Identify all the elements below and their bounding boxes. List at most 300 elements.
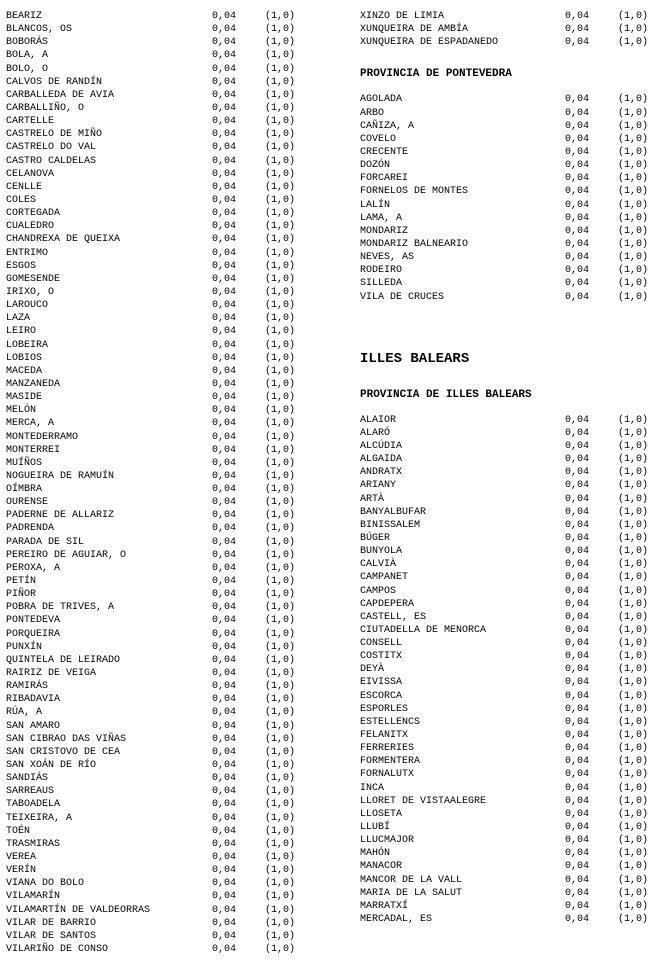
coefficient-value: (1,0) bbox=[618, 173, 649, 185]
municipality-row bbox=[6, 943, 306, 956]
municipality-name: RAIRIZ DE VEIGA bbox=[6, 668, 97, 680]
rate-value: 0,04 bbox=[212, 260, 237, 272]
municipality-row bbox=[360, 742, 667, 755]
municipality-name: FORNELOS DE MONTES bbox=[360, 186, 469, 198]
rate-value: 0,04 bbox=[212, 549, 237, 561]
municipality-row bbox=[360, 545, 667, 558]
municipality-name: MANCOR DE LA VALL bbox=[360, 874, 463, 886]
rate-value: 0,04 bbox=[565, 11, 590, 22]
coefficient-value: (1,0) bbox=[618, 278, 649, 290]
municipality-name: MONDARIZ bbox=[360, 225, 409, 237]
municipality-row bbox=[360, 291, 667, 304]
coefficient-value: (1,0) bbox=[265, 142, 296, 154]
municipality-row bbox=[6, 733, 306, 746]
rate-value: 0,04 bbox=[212, 694, 237, 706]
rate-value: 0,04 bbox=[565, 440, 590, 452]
municipality-row bbox=[360, 676, 667, 689]
municipality-name: TEIXEIRA, A bbox=[6, 812, 73, 824]
municipality-name: ALAIOR bbox=[360, 414, 397, 426]
municipality-name: MANACOR bbox=[360, 861, 403, 873]
coefficient-value: (1,0) bbox=[618, 690, 649, 702]
municipality-name: COLES bbox=[6, 194, 37, 206]
rate-value: 0,04 bbox=[565, 703, 590, 715]
coefficient-value: (1,0) bbox=[618, 212, 649, 224]
coefficient-value: (1,0) bbox=[265, 733, 296, 745]
rate-value: 0,04 bbox=[212, 352, 237, 364]
municipality-name: LLORET DE VISTAALEGRE bbox=[360, 795, 487, 807]
rate-value: 0,04 bbox=[565, 519, 590, 531]
municipality-name: MARIA DE LA SALUT bbox=[360, 887, 463, 899]
coefficient-value: (1,0) bbox=[618, 848, 649, 860]
coefficient-value: (1,0) bbox=[265, 273, 296, 285]
municipality-row bbox=[6, 404, 306, 417]
rate-value: 0,04 bbox=[565, 24, 590, 36]
rate-value: 0,04 bbox=[565, 532, 590, 544]
municipality-row bbox=[6, 23, 306, 36]
municipality-name: VILARIÑO DE CONSO bbox=[6, 943, 109, 955]
municipality-row bbox=[6, 36, 306, 49]
rate-value: 0,04 bbox=[565, 887, 590, 899]
municipality-row bbox=[6, 667, 306, 680]
municipality-name: CELANOVA bbox=[6, 168, 55, 180]
municipality-row bbox=[360, 663, 667, 676]
coefficient-value: (1,0) bbox=[265, 221, 296, 233]
municipality-row bbox=[6, 654, 306, 667]
coefficient-value: (1,0) bbox=[265, 930, 296, 942]
coefficient-value: (1,0) bbox=[618, 133, 649, 145]
coefficient-value: (1,0) bbox=[618, 677, 649, 689]
rate-value: 0,04 bbox=[565, 651, 590, 663]
municipality-name: SAN XOÁN DE RÍO bbox=[6, 760, 97, 772]
coefficient-value: (1,0) bbox=[265, 89, 296, 101]
municipality-row bbox=[360, 36, 667, 49]
municipality-row bbox=[6, 339, 306, 352]
rate-value: 0,04 bbox=[212, 773, 237, 785]
municipality-row bbox=[360, 120, 667, 133]
municipality-name: MONDARIZ BALNEARIO bbox=[360, 238, 469, 250]
municipality-row bbox=[360, 782, 667, 795]
coefficient-value: (1,0) bbox=[618, 454, 649, 466]
municipality-row bbox=[6, 930, 306, 943]
municipality-row bbox=[360, 414, 667, 427]
municipality-name: MASIDE bbox=[6, 392, 43, 404]
municipality-name: CUALEDRO bbox=[6, 221, 55, 233]
coefficient-value: (1,0) bbox=[265, 668, 296, 680]
municipality-name: LEIRO bbox=[6, 326, 37, 338]
municipality-name: PONTEDEVA bbox=[6, 615, 61, 627]
coefficient-value: (1,0) bbox=[618, 914, 649, 926]
rate-value: 0,04 bbox=[212, 326, 237, 338]
rate-value: 0,04 bbox=[565, 835, 590, 847]
municipality-row bbox=[6, 706, 306, 719]
rate-value: 0,04 bbox=[212, 286, 237, 298]
municipality-name: MONTEDERRAMO bbox=[6, 431, 79, 443]
municipality-row bbox=[360, 133, 667, 146]
municipality-name: VERÍN bbox=[6, 865, 37, 877]
municipality-row bbox=[6, 431, 306, 444]
coefficient-value: (1,0) bbox=[618, 291, 649, 303]
coefficient-value: (1,0) bbox=[618, 146, 649, 158]
municipality-name: COVELO bbox=[360, 133, 397, 145]
municipality-row bbox=[6, 115, 306, 128]
municipality-name: DOZÓN bbox=[360, 160, 391, 172]
municipality-row bbox=[6, 325, 306, 338]
municipality-name: LAMA, A bbox=[360, 212, 403, 224]
rate-value: 0,04 bbox=[212, 116, 237, 128]
municipality-name: PUNXÍN bbox=[6, 641, 43, 653]
rate-value: 0,04 bbox=[212, 76, 237, 88]
rate-value: 0,04 bbox=[565, 848, 590, 860]
municipality-name: ESGOS bbox=[6, 260, 37, 272]
coefficient-value: (1,0) bbox=[618, 651, 649, 663]
rate-value: 0,04 bbox=[565, 414, 590, 426]
coefficient-value: (1,0) bbox=[618, 624, 649, 636]
coefficient-value: (1,0) bbox=[618, 440, 649, 452]
municipality-row bbox=[360, 172, 667, 185]
municipality-row bbox=[360, 506, 667, 519]
coefficient-value: (1,0) bbox=[265, 194, 296, 206]
coefficient-value: (1,0) bbox=[265, 562, 296, 574]
municipality-name: MELÓN bbox=[6, 405, 37, 417]
rate-value: 0,04 bbox=[212, 37, 237, 49]
rate-value: 0,04 bbox=[212, 221, 237, 233]
municipality-name: CASTRELO DE MIÑO bbox=[6, 129, 103, 141]
municipality-row bbox=[6, 785, 306, 798]
rate-value: 0,04 bbox=[565, 782, 590, 794]
municipality-name: LLOSETA bbox=[360, 808, 403, 820]
municipality-row bbox=[360, 238, 667, 251]
coefficient-value: (1,0) bbox=[265, 24, 296, 36]
rate-value: 0,04 bbox=[212, 904, 237, 916]
rate-value: 0,04 bbox=[565, 795, 590, 807]
coefficient-value: (1,0) bbox=[265, 497, 296, 509]
municipality-row bbox=[360, 558, 667, 571]
coefficient-value: (1,0) bbox=[618, 506, 649, 518]
coefficient-value: (1,0) bbox=[265, 878, 296, 890]
coefficient-value: (1,0) bbox=[618, 861, 649, 873]
rate-value: 0,04 bbox=[212, 89, 237, 101]
municipality-name: ARTÀ bbox=[360, 493, 385, 505]
municipality-row bbox=[360, 212, 667, 225]
rate-value: 0,04 bbox=[212, 838, 237, 850]
rate-value: 0,04 bbox=[565, 874, 590, 886]
municipality-row bbox=[360, 795, 667, 808]
rate-value: 0,04 bbox=[212, 405, 237, 417]
municipality-name: CIUTADELLA DE MENORCA bbox=[360, 624, 487, 636]
municipality-row bbox=[360, 768, 667, 781]
municipality-row bbox=[6, 772, 306, 785]
coefficient-value: (1,0) bbox=[618, 598, 649, 610]
municipality-row bbox=[360, 913, 667, 926]
municipality-row bbox=[6, 798, 306, 811]
coefficient-value: (1,0) bbox=[618, 427, 649, 439]
coefficient-value: (1,0) bbox=[265, 352, 296, 364]
coefficient-value: (1,0) bbox=[265, 155, 296, 167]
rate-value: 0,04 bbox=[212, 799, 237, 811]
municipality-name: CAÑIZA, A bbox=[360, 120, 415, 132]
municipality-row bbox=[360, 887, 667, 900]
rate-value: 0,04 bbox=[212, 562, 237, 574]
rate-value: 0,04 bbox=[565, 638, 590, 650]
coefficient-value: (1,0) bbox=[265, 378, 296, 390]
rate-value: 0,04 bbox=[212, 470, 237, 482]
municipality-name: VEREA bbox=[6, 852, 37, 863]
municipality-name: POBRA DE TRIVES, A bbox=[6, 602, 115, 614]
coefficient-value: (1,0) bbox=[265, 681, 296, 693]
rate-value: 0,04 bbox=[212, 668, 237, 680]
municipality-name: ALGAIDA bbox=[360, 454, 403, 466]
rate-value: 0,04 bbox=[212, 181, 237, 193]
municipality-name: LLUCMAJOR bbox=[360, 835, 415, 847]
municipality-name: BÚGER bbox=[360, 532, 391, 544]
municipality-name: MAHÓN bbox=[360, 848, 391, 860]
municipality-row bbox=[6, 141, 306, 154]
coefficient-value: (1,0) bbox=[618, 611, 649, 623]
municipality-name: MONTERREI bbox=[6, 444, 61, 456]
municipality-name: ESPORLES bbox=[360, 703, 409, 715]
municipality-name: SANDIÁS bbox=[6, 773, 49, 785]
rate-value: 0,04 bbox=[565, 120, 590, 132]
municipality-row bbox=[360, 159, 667, 172]
municipality-name: INCA bbox=[360, 782, 385, 794]
municipality-row bbox=[6, 207, 306, 220]
municipality-name: NEVES, AS bbox=[360, 252, 415, 264]
rate-value: 0,04 bbox=[565, 861, 590, 873]
coefficient-value: (1,0) bbox=[265, 234, 296, 246]
rate-value: 0,04 bbox=[565, 252, 590, 264]
municipality-name: VILA DE CRUCES bbox=[360, 291, 445, 303]
municipality-name: LLUBÍ bbox=[360, 822, 391, 834]
rate-value: 0,04 bbox=[565, 493, 590, 505]
coefficient-value: (1,0) bbox=[265, 641, 296, 653]
coefficient-value: (1,0) bbox=[265, 37, 296, 49]
municipality-name: VILAMARTÍN DE VALDEORRAS bbox=[6, 904, 151, 916]
municipality-row bbox=[6, 457, 306, 470]
coefficient-value: (1,0) bbox=[265, 50, 296, 62]
municipality-row bbox=[360, 755, 667, 768]
municipality-row bbox=[360, 453, 667, 466]
municipality-name: MERCADAL, ES bbox=[360, 914, 433, 926]
municipality-row bbox=[360, 821, 667, 834]
municipality-name: NOGUEIRA DE RAMUÍN bbox=[6, 470, 115, 482]
municipality-row bbox=[360, 571, 667, 584]
coefficient-value: (1,0) bbox=[618, 664, 649, 676]
municipality-name: TOÉN bbox=[6, 825, 31, 837]
coefficient-value: (1,0) bbox=[618, 186, 649, 198]
rate-value: 0,04 bbox=[565, 173, 590, 185]
coefficient-value: (1,0) bbox=[265, 917, 296, 929]
municipality-row bbox=[6, 128, 306, 141]
coefficient-value: (1,0) bbox=[265, 326, 296, 338]
rate-value: 0,04 bbox=[565, 199, 590, 211]
municipality-name: VIANA DO BOLO bbox=[6, 878, 85, 890]
rate-value: 0,04 bbox=[212, 497, 237, 509]
rate-value: 0,04 bbox=[565, 743, 590, 755]
municipality-row bbox=[6, 825, 306, 838]
coefficient-value: (1,0) bbox=[265, 286, 296, 298]
municipality-row bbox=[6, 917, 306, 930]
coefficient-value: (1,0) bbox=[265, 865, 296, 877]
municipality-name: BEARIZ bbox=[6, 11, 43, 22]
coefficient-value: (1,0) bbox=[265, 549, 296, 561]
rate-value: 0,04 bbox=[565, 585, 590, 597]
municipality-name: BLANCOS, OS bbox=[6, 24, 73, 36]
coefficient-value: (1,0) bbox=[265, 707, 296, 719]
municipality-row bbox=[360, 860, 667, 873]
municipality-row bbox=[6, 562, 306, 575]
rate-value: 0,04 bbox=[565, 664, 590, 676]
municipality-row bbox=[360, 10, 667, 23]
rate-value: 0,04 bbox=[212, 431, 237, 443]
municipality-name: OÍMBRA bbox=[6, 484, 43, 496]
rate-value: 0,04 bbox=[565, 265, 590, 277]
rate-value: 0,04 bbox=[212, 523, 237, 535]
municipality-name: LOBEIRA bbox=[6, 339, 49, 351]
municipality-row bbox=[6, 890, 306, 903]
coefficient-value: (1,0) bbox=[618, 782, 649, 794]
municipality-row bbox=[6, 63, 306, 76]
municipality-row bbox=[360, 427, 667, 440]
rate-value: 0,04 bbox=[212, 168, 237, 180]
coefficient-value: (1,0) bbox=[265, 431, 296, 443]
municipality-row bbox=[360, 874, 667, 887]
rate-value: 0,04 bbox=[212, 681, 237, 693]
rate-value: 0,04 bbox=[212, 720, 237, 732]
municipality-name: IRIXO, O bbox=[6, 286, 55, 298]
rate-value: 0,04 bbox=[212, 234, 237, 246]
coefficient-value: (1,0) bbox=[618, 160, 649, 172]
coefficient-value: (1,0) bbox=[265, 484, 296, 496]
municipality-name: CARTELLE bbox=[6, 116, 55, 128]
municipality-row bbox=[360, 93, 667, 106]
municipality-name: EIVISSA bbox=[360, 677, 403, 689]
municipality-row bbox=[6, 286, 306, 299]
coefficient-value: (1,0) bbox=[618, 546, 649, 558]
coefficient-value: (1,0) bbox=[265, 181, 296, 193]
municipality-row bbox=[6, 89, 306, 102]
rate-value: 0,04 bbox=[565, 146, 590, 158]
coefficient-value: (1,0) bbox=[618, 120, 649, 132]
coefficient-value: (1,0) bbox=[265, 589, 296, 601]
coefficient-value: (1,0) bbox=[618, 24, 649, 36]
municipality-name: MANZANEDA bbox=[6, 378, 61, 390]
municipality-row bbox=[6, 10, 306, 23]
coefficient-value: (1,0) bbox=[618, 480, 649, 492]
coefficient-value: (1,0) bbox=[265, 116, 296, 128]
right-column bbox=[360, 10, 667, 926]
rate-value: 0,04 bbox=[565, 690, 590, 702]
municipality-name: CENLLE bbox=[6, 181, 43, 193]
rate-value: 0,04 bbox=[565, 186, 590, 198]
rate-value: 0,04 bbox=[212, 129, 237, 141]
coefficient-value: (1,0) bbox=[265, 602, 296, 614]
municipality-name: ARIANY bbox=[360, 480, 397, 492]
municipality-row bbox=[6, 273, 306, 286]
coefficient-value: (1,0) bbox=[618, 835, 649, 847]
municipality-row bbox=[6, 352, 306, 365]
rate-value: 0,04 bbox=[565, 808, 590, 820]
rate-value: 0,04 bbox=[565, 677, 590, 689]
coefficient-value: (1,0) bbox=[618, 638, 649, 650]
rate-value: 0,04 bbox=[212, 194, 237, 206]
coefficient-value: (1,0) bbox=[618, 225, 649, 237]
coefficient-value: (1,0) bbox=[618, 559, 649, 571]
municipality-row bbox=[360, 532, 667, 545]
coefficient-value: (1,0) bbox=[265, 168, 296, 180]
municipality-name: ENTRIMO bbox=[6, 247, 49, 259]
municipality-name: TRASMIRAS bbox=[6, 838, 61, 850]
coefficient-value: (1,0) bbox=[265, 904, 296, 916]
region-heading: ILLES BALEARS bbox=[360, 350, 470, 367]
coefficient-value: (1,0) bbox=[618, 743, 649, 755]
coefficient-value: (1,0) bbox=[618, 874, 649, 886]
coefficient-value: (1,0) bbox=[618, 265, 649, 277]
coefficient-value: (1,0) bbox=[618, 467, 649, 479]
municipality-row bbox=[6, 877, 306, 890]
municipality-name: SAN CIBRAO DAS VIÑAS bbox=[6, 733, 127, 745]
municipality-name: RAMIRÁS bbox=[6, 681, 49, 693]
municipality-row bbox=[360, 23, 667, 36]
municipality-row bbox=[6, 522, 306, 535]
coefficient-value: (1,0) bbox=[265, 470, 296, 482]
municipality-name: CARBALLEDA DE AVIA bbox=[6, 89, 115, 101]
municipality-name: CHANDREXA DE QUEIXA bbox=[6, 234, 121, 246]
rate-value: 0,04 bbox=[212, 917, 237, 929]
municipality-name: CASTRO CALDELAS bbox=[6, 155, 97, 167]
rate-value: 0,04 bbox=[565, 598, 590, 610]
rate-value: 0,04 bbox=[212, 484, 237, 496]
municipality-row bbox=[6, 299, 306, 312]
municipality-name: SILLEDA bbox=[360, 278, 403, 290]
rate-value: 0,04 bbox=[565, 611, 590, 623]
municipality-name: PADRENDA bbox=[6, 523, 55, 535]
municipality-name: CRECENTE bbox=[360, 146, 409, 158]
rate-value: 0,04 bbox=[565, 572, 590, 584]
ourense-municipality-list-continued bbox=[360, 10, 667, 49]
municipality-row bbox=[360, 519, 667, 532]
rate-value: 0,04 bbox=[212, 576, 237, 588]
rate-value: 0,04 bbox=[565, 160, 590, 172]
municipality-name: PARADA DE SIL bbox=[6, 536, 85, 548]
coefficient-value: (1,0) bbox=[265, 943, 296, 955]
municipality-row bbox=[6, 549, 306, 562]
rate-value: 0,04 bbox=[212, 208, 237, 220]
municipality-name: BANYALBUFAR bbox=[360, 506, 427, 518]
rate-value: 0,04 bbox=[565, 506, 590, 518]
municipality-row bbox=[6, 693, 306, 706]
rate-value: 0,04 bbox=[212, 24, 237, 36]
rate-value: 0,04 bbox=[212, 247, 237, 259]
municipality-row bbox=[360, 440, 667, 453]
municipality-row bbox=[360, 650, 667, 663]
rate-value: 0,04 bbox=[212, 365, 237, 377]
coefficient-value: (1,0) bbox=[265, 247, 296, 259]
rate-value: 0,04 bbox=[212, 641, 237, 653]
municipality-name: ALCÚDIA bbox=[360, 440, 403, 452]
rate-value: 0,04 bbox=[212, 733, 237, 745]
rate-value: 0,04 bbox=[212, 457, 237, 469]
rate-value: 0,04 bbox=[565, 900, 590, 912]
municipality-name: LOBIOS bbox=[6, 352, 43, 364]
rate-value: 0,04 bbox=[212, 602, 237, 614]
coefficient-value: (1,0) bbox=[265, 536, 296, 548]
municipality-name: OURENSE bbox=[6, 497, 49, 509]
rate-value: 0,04 bbox=[212, 812, 237, 824]
coefficient-value: (1,0) bbox=[265, 405, 296, 417]
municipality-row bbox=[6, 536, 306, 549]
municipality-name: PEROXA, A bbox=[6, 562, 61, 574]
rate-value: 0,04 bbox=[212, 891, 237, 903]
